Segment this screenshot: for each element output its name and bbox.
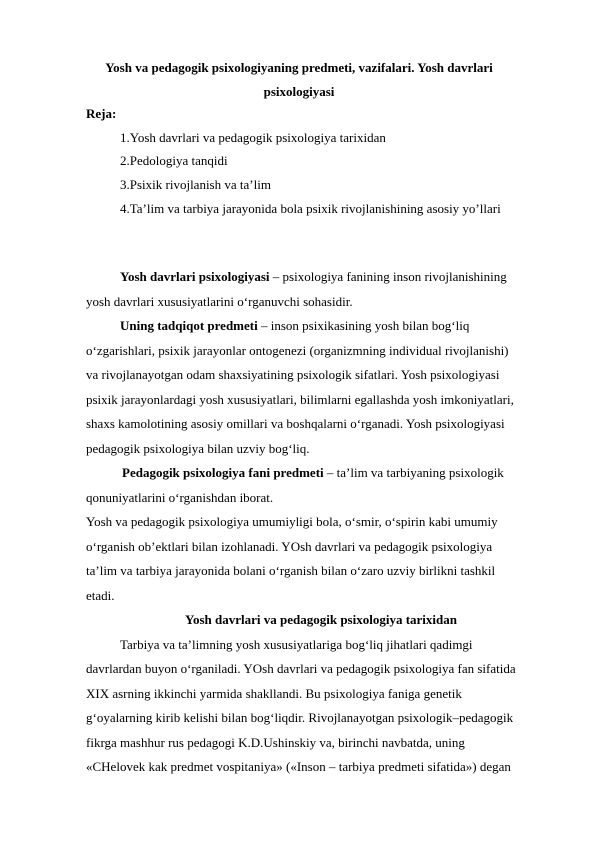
paragraph-4-line-3: ta’lim va tarbiya jarayonida bolani o‘rganish bilan o‘zaro uzviy birlikni tashkil [86, 563, 496, 578]
paragraph-2-line-6: pedagogik psixologiya bilan uzviy bog‘liq. [86, 440, 310, 456]
paragraph-5-line-4: g‘oyalarning kirib kelishi bilan bog‘liqdir. Rivojlanayotgan psixologik–pedagogik [86, 710, 514, 725]
paragraph-2-line-3: va rivojlanayotgan odam shaxsiyatining psixologik sifatlari. Yosh psixologiyasi [86, 367, 500, 382]
paragraph-2-line-2: o‘zgarishlari, psixik jarayonlar ontogenezi (organizmning individual rivojlanishi) [86, 342, 509, 358]
paragraph-4-line-2: o‘rganish ob’ektlari bilan izohlanadi. YOsh davrlari va pedagogik psixologiya [86, 538, 493, 554]
paragraph-1-line-1: Yosh davrlari psixologiyasi – psixologiya fanining inson rivojlanishining [120, 269, 507, 284]
section-heading: Yosh davrlari va pedagogik psixologiya tarixidan [185, 612, 457, 627]
paragraph-5-line-2: davrlardan buyon o‘rganiladi. YOsh davrlari va pedagogik psixologiya fan sifatida [86, 661, 516, 676]
paragraph-5-line-5: fikrga mashhur rus pedagogi K.D.Ushinskiy va, birinchi navbatda, uning [86, 734, 465, 750]
paragraph-3-line-1: Pedagogik psixologiya fani predmeti – ta’lim va tarbiyaning psixologik [122, 465, 504, 480]
paragraph-4-line-4: etadi. [86, 587, 115, 603]
paragraph-5-line-3: XIX asrning ikkinchi yarmida shakllandi. Bu psixologiya faniga genetik [86, 685, 462, 701]
paragraph-2-line-4: psixik jarayonlardagi yosh xususiyatlari, bilimlarni egallashda yosh imkoniyatlari, [86, 391, 514, 407]
paragraph-4-line-1: Yosh va pedagogik psixologiya umumiyligi bola, o‘smir, o‘spirin kabi umumiy [86, 514, 498, 529]
document-body [86, 265, 556, 780]
paragraph-3-line-2: qonuniyatlarini o‘rganishdan iborat. [86, 489, 274, 505]
paragraph-1-line-2: yosh davrlari xususiyatlarini o‘rganuvchi sohasidir. [86, 293, 353, 309]
paragraph-5-line-1: Tarbiya va ta’limning yosh xususiyatlariga bog‘liq jihatlari qadimgi [120, 636, 473, 652]
plan-item-3: 3.Psixik rivojlanish va ta’lim [120, 177, 271, 192]
plan-item-1: 1.Yosh davrlari va pedagogik psixologiya tarixidan [120, 130, 386, 145]
term-yosh-davrlari: Yosh davrlari psixologiyasi [120, 269, 270, 284]
paragraph-2-line-5: shaxs kamolotining asosiy omillari va boshqalarni o‘rganadi. Yosh psixologiyasi [86, 416, 505, 431]
term-pedagogik-psixologiya: Pedagogik psixologiya fani predmeti [122, 465, 324, 480]
title-line-1: Yosh va pedagogik psixologiyaning predmeti, vazifalari. Yosh davrlari [105, 60, 493, 75]
plan-item-2: 2.Pedologiya tanqidi [120, 153, 228, 168]
paragraph-2-line-1: Uning tadqiqot predmeti – inson psixikasining yosh bilan bog‘liq [120, 318, 470, 333]
term-tadqiqot-predmeti: Uning tadqiqot predmeti [120, 318, 258, 333]
paragraph-5-line-6: «CHelovek kak predmet vospitaniya» («Inson – tarbiya predmeti sifatida») degan [86, 759, 511, 774]
plan-heading: Reja: [86, 106, 117, 121]
title-line-2: psixologiyasi [263, 84, 335, 99]
document-title [86, 56, 512, 104]
plan-item-4: 4.Ta’lim va tarbiya jarayonida bola psixik rivojlanishining asosiy yo’llari [120, 201, 501, 216]
